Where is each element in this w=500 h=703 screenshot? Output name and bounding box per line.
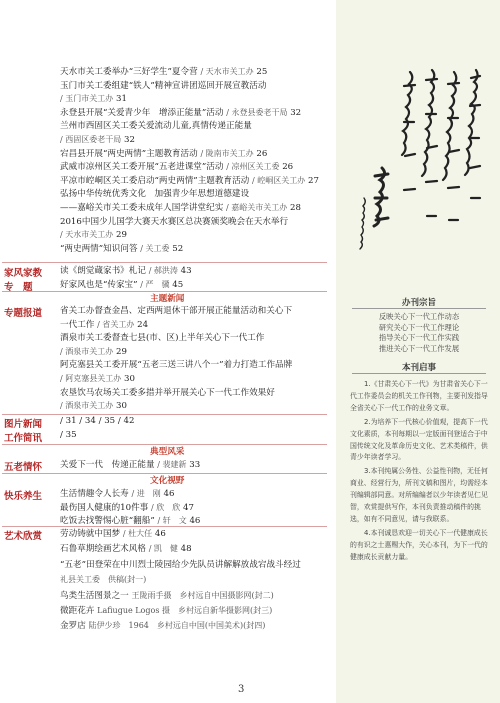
toc-entry — [60, 400, 332, 412]
entry-source: / 阿克塞县关工办 — [60, 374, 122, 383]
entry-title: 宕昌县开展“两史两情”主题教育活动 — [60, 148, 198, 159]
entry-title: 省关工办督查金昌、定西两退休干部开展正能量活动和关心下 — [60, 306, 293, 316]
entry-page: 46 — [154, 529, 166, 539]
entry-source: 王陇雨手摄 乡村远自中国摄影网(封二) — [131, 590, 274, 600]
entry-page: 29 — [115, 230, 127, 241]
notice-body — [350, 379, 488, 566]
toc-entry — [60, 107, 332, 119]
entry-page: 47 — [183, 502, 194, 513]
entry-title: 永登县开展“关爱青少年 增添正能量”活动 — [60, 107, 224, 118]
toc-entry — [60, 134, 332, 146]
toc-entry — [60, 590, 332, 602]
category-label-wulao: 五老情怀 — [4, 462, 43, 473]
entry-page: 24 — [137, 319, 149, 330]
section-divider — [2, 262, 327, 263]
calligraphy-image — [344, 48, 494, 278]
entry-page: 46 — [163, 489, 175, 499]
purpose-title: 办刊宗旨 — [401, 298, 436, 308]
entry-page: 26 — [282, 162, 294, 173]
entry-page: 48 — [180, 544, 192, 555]
entry-source: / 裴建新 — [157, 460, 187, 469]
entry-page: 25 — [256, 67, 268, 77]
section-head-news: 主题新闻 — [150, 294, 185, 304]
category-label-tupian: 图片新闻 — [4, 419, 43, 430]
gongzuo-pages: / 35 — [60, 430, 77, 440]
purpose-rule — [352, 308, 486, 309]
toc-entry — [60, 543, 332, 555]
entry-title: 石鲁草期绘画艺术风格 — [60, 544, 146, 555]
section-divider — [2, 414, 327, 415]
entry-source: / 西固区委老干局 — [60, 135, 122, 144]
notice-paragraph: 1.《甘肃关心下一代》为甘肃省关心下一代工作委员会的机关工作刊物，主要刊发指导全省关心下一代工作的业务文章。 — [350, 380, 488, 412]
entry-source: / 玉门市关工办 — [60, 94, 114, 104]
entry-page: 46 — [189, 516, 201, 527]
section-head-dianxing: 典型风采 — [150, 447, 185, 457]
entry-page: 33 — [189, 460, 201, 470]
entry-source: / 省关工办 — [97, 319, 135, 329]
toc-entry — [60, 373, 332, 385]
entry-title: 最伤国人健康的10件事 — [60, 502, 149, 513]
entry-title: 鸟类生活图景之一 — [60, 590, 129, 601]
toc-entry — [60, 574, 332, 586]
category-label-jiafeng: 家风家教 — [4, 268, 43, 279]
section-divider — [2, 526, 327, 527]
category-label-yishu: 艺术欣赏 — [4, 531, 43, 542]
calligraphy-inscription — [344, 48, 494, 278]
entry-source: / 凯 健 — [148, 544, 178, 554]
toc-entry — [60, 387, 332, 399]
entry-source: / 进 刚 — [131, 489, 161, 498]
entry-title: 平凉市崆峒区关工委启动“两史两情”主题教育活动 — [60, 175, 250, 186]
entry-source: Lafiugue Logos 摄 乡村远自新华摄影网(封三) — [97, 606, 273, 615]
entry-page: 32 — [123, 135, 135, 145]
entry-source: / 严 骥 — [140, 280, 170, 289]
toc-entry — [60, 80, 332, 92]
entry-source: / 杜大任 — [122, 529, 153, 538]
entry-title: 生活情趣令人长寿 — [60, 489, 129, 499]
toc-entry — [60, 229, 332, 241]
notice-paragraph: 2.为培养下一代核心价值观，提高下一代文化素质，本刊每期以一定版面刊登适合于中国传统文化及革命历史文化、艺术类稿件，供青少年读者学习。 — [350, 417, 488, 462]
entry-page: 29 — [115, 346, 127, 357]
notice-paragraph: 3.本刊纯属公务性、公益性刊物，无任何商业、经营行为，所刊文稿和图片，均需经本刊编辑部同意。对所编编者以少年读者见仁见智，欢赏提供写作，本刊负责推动稿件的挑选，如有不同意见，请与我联系。 — [350, 467, 488, 523]
toc-entry — [60, 319, 332, 331]
toc-entry — [60, 279, 332, 291]
notice-title: 本刊启事 — [401, 363, 436, 373]
entry-title: 读《朗觉蔵家书》札记 — [60, 266, 146, 276]
entry-title: 金罗店 — [60, 621, 86, 632]
toc-entry — [60, 359, 332, 371]
toc-entry — [60, 488, 332, 500]
toc-entry — [60, 93, 332, 105]
toc-entry — [60, 161, 332, 173]
entry-page: 52 — [172, 243, 184, 254]
toc-entry — [60, 459, 332, 471]
entry-source: / 郝洪涛 — [148, 266, 178, 275]
entry-title: 兰州市西固区关工委关爱流动儿童,真情传递正能量 — [60, 121, 252, 132]
entry-source: / 天水市关工办 — [60, 230, 114, 240]
entry-source: / 关工委 — [140, 243, 170, 253]
toc-entry — [60, 66, 332, 78]
entry-title: 关爱下一代 传递正能量 — [60, 460, 155, 470]
toc-entry — [60, 502, 332, 514]
entry-page: 30 — [123, 374, 135, 384]
entry-title: 阿克塞县关工委开展“五老三送三讲八个一”着力打造工作品牌 — [60, 360, 293, 371]
purpose-line: 研究关心下一代工作理论 — [378, 322, 460, 332]
entry-title: 吃饭去找警惕心脏“翻船” — [60, 516, 155, 527]
toc-entry — [60, 120, 332, 132]
entry-page: 32 — [290, 107, 302, 118]
entry-source: / 永登县委老干局 — [226, 107, 288, 117]
toc-entry — [60, 332, 332, 344]
toc-entry — [60, 216, 332, 228]
entry-page: 26 — [256, 148, 268, 159]
entry-title: ——嘉峪关市关工委未成年人国学讲堂纪实 — [60, 203, 224, 213]
entry-title: 酒泉市关工委督查七县(市、区)上半年关心下一代工作 — [60, 333, 265, 344]
tupian-pages: / 31 / 34 / 35 / 42 — [60, 416, 135, 426]
toc-entry — [60, 265, 332, 277]
toc-entry — [60, 605, 332, 617]
page-number: 3 — [238, 684, 245, 695]
category-label-zhuanti: 专题报道 — [4, 308, 43, 319]
toc-entry — [60, 559, 332, 571]
entry-page: 27 — [307, 175, 319, 186]
entry-source: / 轩 文 — [157, 516, 187, 526]
purpose-line: 反映关心下一代工作动态 — [378, 312, 460, 321]
purpose-line: 推进关心下一代工作发展 — [378, 343, 460, 353]
entry-source: / 陇南市关工办 — [200, 148, 254, 158]
entry-page: 45 — [172, 280, 184, 290]
entry-page: 30 — [115, 401, 127, 412]
entry-source: / 天水市关工办 — [200, 67, 254, 76]
entry-title: 好家风也是“传家宝” — [60, 280, 138, 290]
category-label-kuaile: 快乐养生 — [4, 491, 43, 502]
toc-entry — [60, 243, 332, 255]
category-label-gongzuo: 工作简讯 — [4, 433, 43, 444]
toc-entry — [60, 188, 332, 200]
entry-page: 31 — [115, 94, 127, 105]
entry-title: 玉门市关工委组建“铁人”精神宣讲团巡回开展宣教活动 — [60, 80, 267, 91]
entry-title: “两史两情”知识问答 — [60, 243, 138, 254]
entry-title: 劳动铸就中国梦 — [60, 529, 121, 539]
entry-page: 43 — [180, 266, 192, 276]
category-sublabel-zhuanti: 专 题 — [4, 282, 33, 293]
toc-entry — [60, 148, 332, 160]
toc-entry — [60, 202, 332, 214]
entry-source: 礼县关工委 供稿(封一) — [60, 575, 147, 585]
section-head-wenhua: 文化视野 — [150, 476, 185, 486]
entry-source: / 嘉峪关市关工办 — [226, 203, 288, 212]
toc-entry — [60, 175, 332, 187]
toc-entry — [60, 528, 332, 540]
entry-source: / 酒泉市关工办 — [60, 346, 114, 356]
entry-title: 2016中国少儿国学大赛天水赛区总决赛颁奖晚会在天水举行 — [60, 216, 289, 227]
entry-source: / 酒泉市关工办 — [60, 401, 114, 411]
entry-title: “五老”田登荣在中川烈士陵园给少先队员讲解解放战宕战斗经过 — [60, 559, 301, 570]
entry-source: / 凉州区关工委 — [226, 162, 280, 172]
entry-page: 28 — [290, 203, 301, 213]
entry-title: 武威市凉州区关工委开展“五老进课堂”活动 — [60, 162, 224, 173]
entry-title: 天水市关工委举办“三好学生”夏令营 — [60, 67, 198, 77]
entry-source: / 崆峒区关工办 — [252, 175, 306, 185]
entry-source: 陆伊少珍 1964 乡村远自中国(中国美术)(封四) — [88, 621, 266, 631]
entry-title: 弘扬中华传统优秀文化 加强青少年思想道德建设 — [60, 189, 250, 200]
toc-entry — [60, 305, 332, 317]
entry-source: / 欣 欣 — [151, 502, 181, 512]
notice-paragraph: 4.本刊诚恳欢迎一切关心下一代健康成长的有识之士惠赐大作，关心本刊，为下一代的健康成长贡献力量。 — [350, 528, 488, 561]
entry-title: 微距花卉 — [60, 606, 95, 616]
toc-entry — [60, 620, 332, 632]
notice-rule — [352, 373, 486, 374]
entry-title: 农垦饮马农场关工委多措并举开展关心下一代工作效果好 — [60, 387, 275, 398]
entry-title: 一代工作 — [60, 319, 95, 330]
toc-entry — [60, 346, 332, 358]
purpose-line: 指导关心下一代工作实践 — [378, 333, 460, 342]
